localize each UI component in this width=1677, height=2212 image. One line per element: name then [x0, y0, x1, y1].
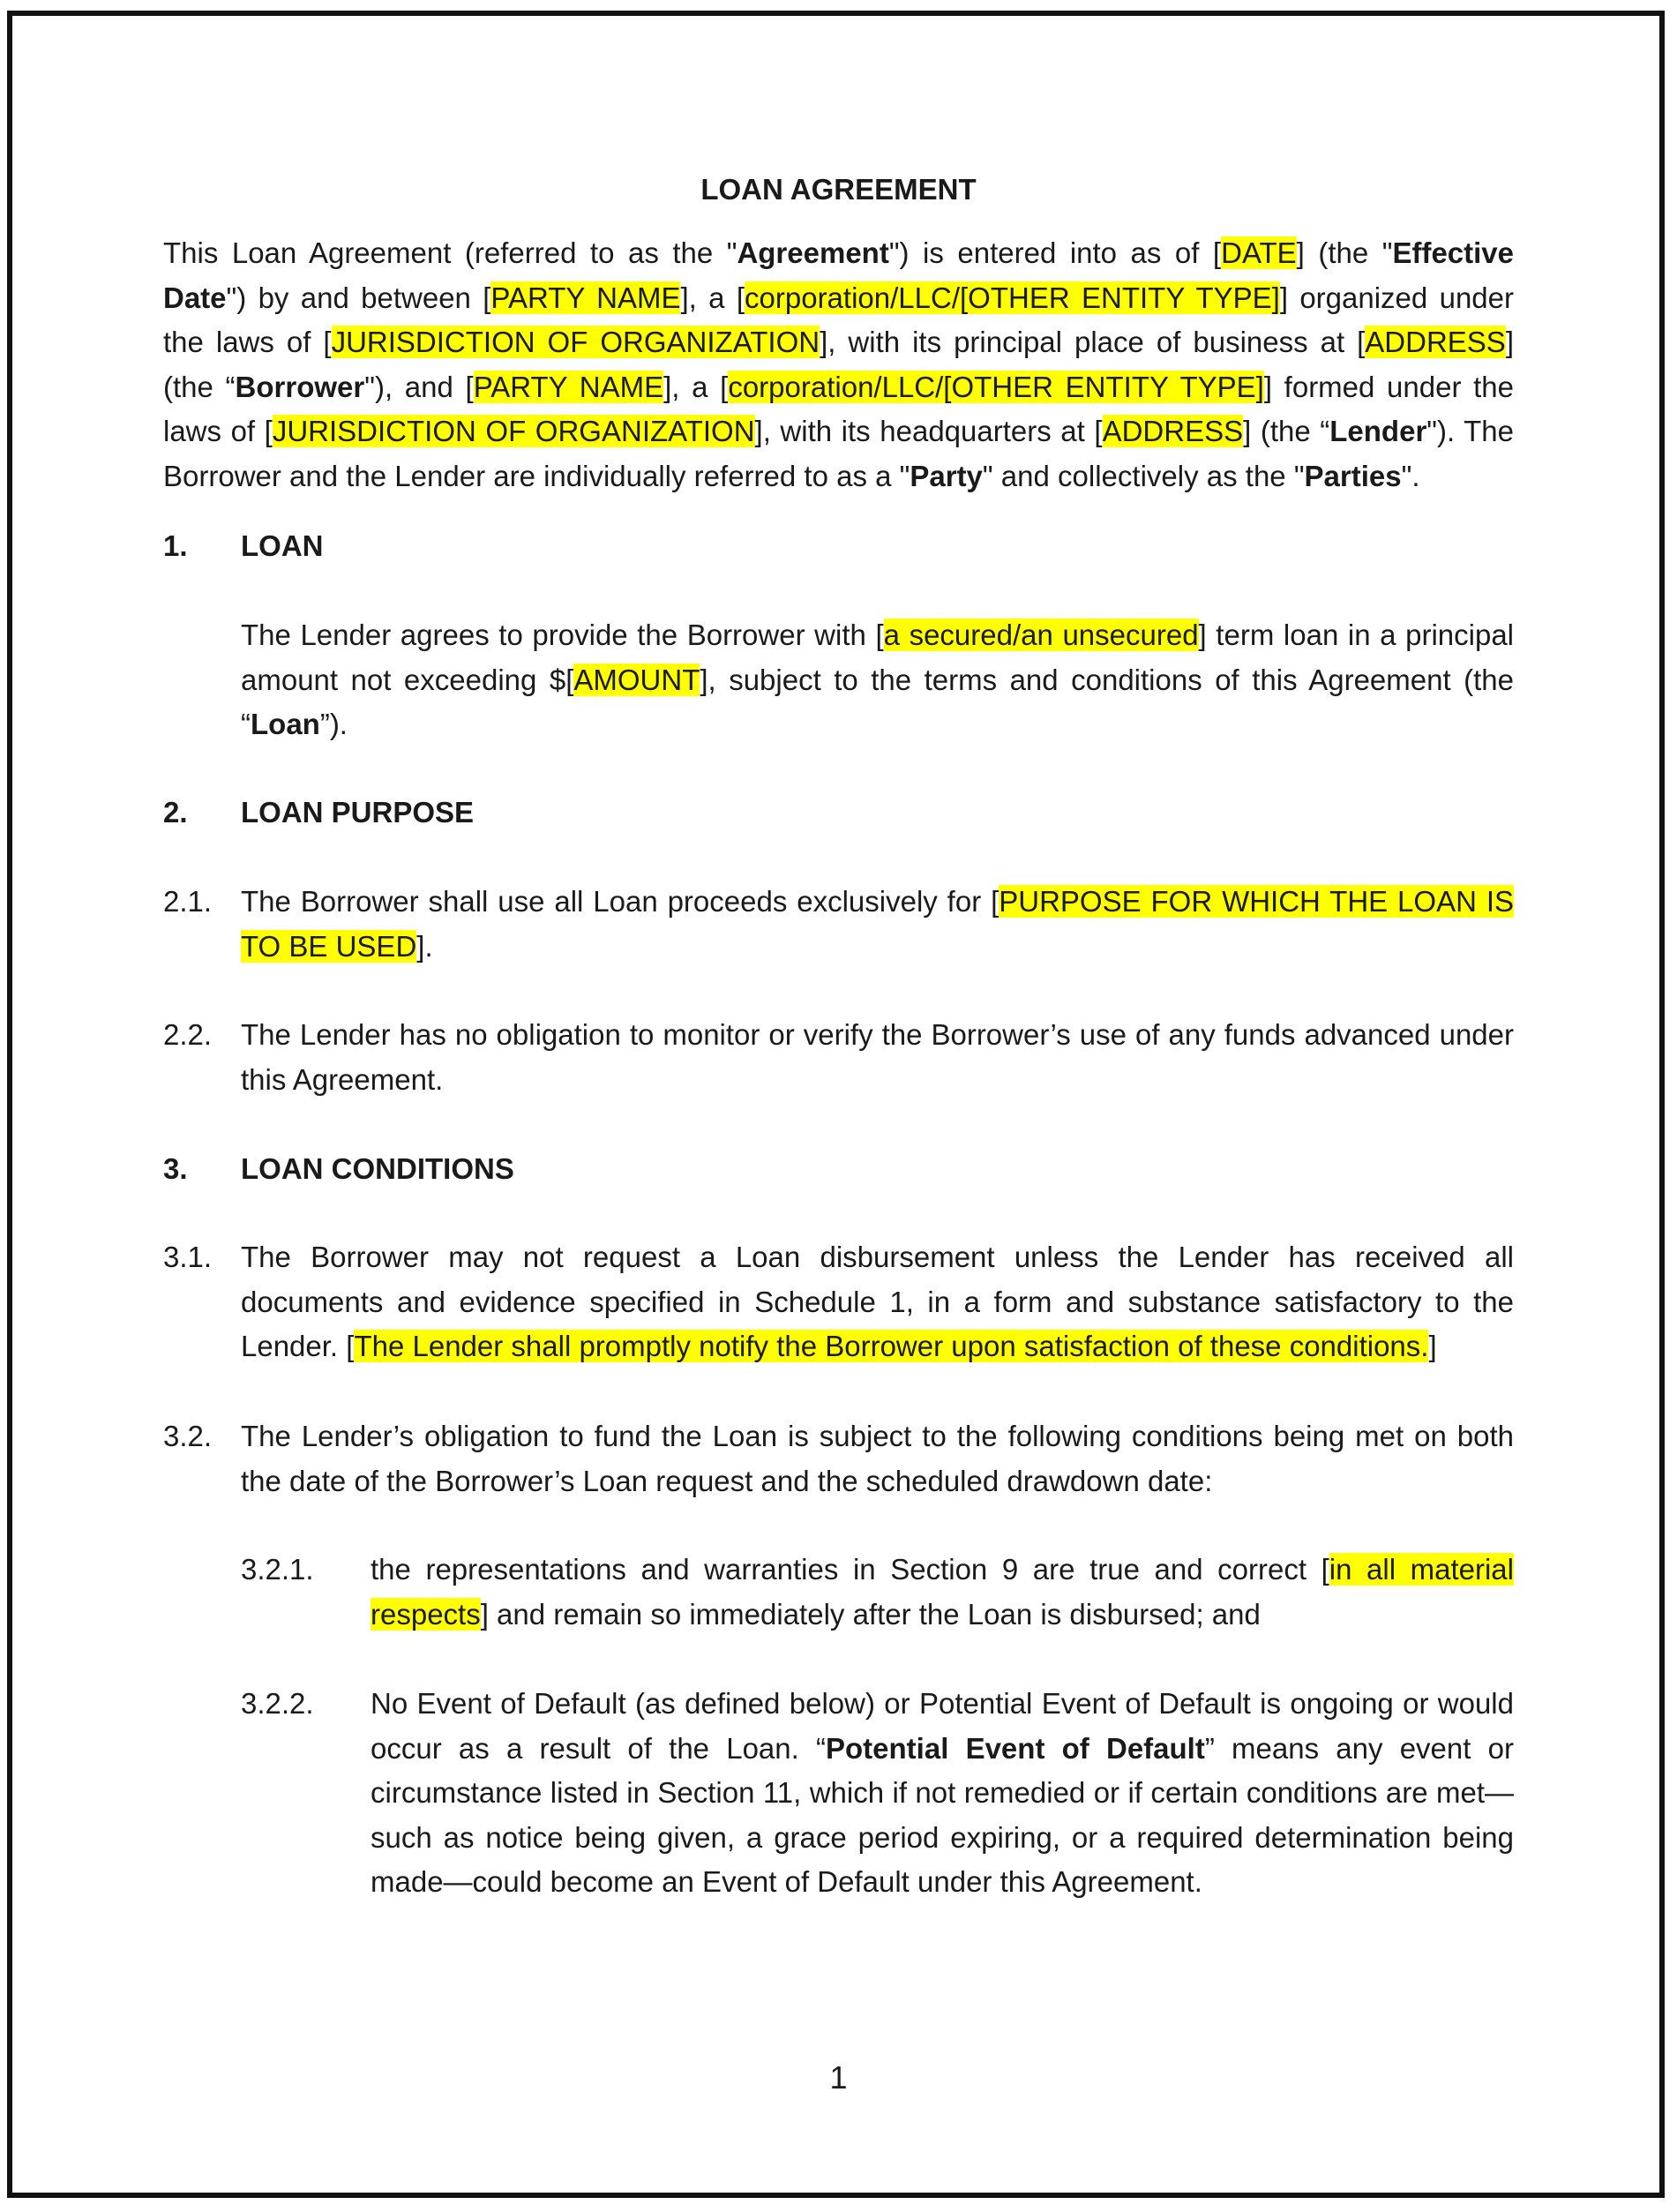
defined-term-borrower: Borrower [235, 370, 365, 403]
clause-2-1 [241, 880, 1514, 969]
intro-paragraph [163, 231, 1514, 499]
clause-text: ] term loan in a principal amount not exceeding $[ [241, 619, 1515, 696]
intro-text: ] (the “ [1243, 415, 1330, 447]
clause-text: The Borrower shall use all Loan proceeds exclusively for [ [241, 885, 999, 918]
clause-number: 2.1. [163, 885, 213, 918]
clause-3-2-2 [371, 1682, 1514, 1905]
section-title: LOAN CONDITIONS [241, 1152, 514, 1185]
section-number: 2. [163, 796, 188, 829]
clause-text: The Borrower may not request a Loan disbursement unless the Lender has received all documents and evidence specified in Schedule 1, in a form and substance satisfactory to the Lender. [ [241, 1241, 1514, 1362]
clause-text: No Event of Default (as defined below) or Potential Event of Default is ongoing or would occur as a result of the Loan. “ [371, 1687, 1514, 1765]
placeholder-loan-purpose: PURPOSE FOR WHICH THE LOAN IS TO BE USED [241, 885, 1514, 963]
clause-text: ”). [319, 708, 348, 740]
page-number: 1 [829, 2059, 848, 2096]
placeholder-loan-type: a secured/an unsecured [883, 619, 1199, 651]
section-title: LOAN [241, 529, 324, 562]
intro-text: ], a [ [663, 370, 729, 403]
intro-text: ], a [ [680, 281, 745, 314]
placeholder-address-1: ADDRESS [1365, 326, 1506, 358]
document-title: LOAN AGREEMENT [700, 173, 977, 206]
intro-text: ] organized under the laws of [ [163, 281, 1515, 358]
intro-text: ] (the “ [163, 326, 1514, 403]
clause-text: ] and remain so immediately after the Loan is disbursed; and [480, 1597, 1261, 1631]
placeholder-entity-type-1: corporation/LLC/[OTHER ENTITY TYPE] [745, 281, 1280, 314]
intro-text: " and collectively as the " [982, 459, 1305, 492]
defined-term-lender: Lender [1329, 415, 1427, 447]
placeholder-materiality: in all material respects [371, 1553, 1514, 1631]
defined-term-party: Party [910, 459, 983, 492]
intro-text: "). The Borrower and the Lender are individually referred to as a " [163, 415, 1515, 492]
defined-term-parties: Parties [1304, 459, 1402, 492]
section-number: 3. [163, 1152, 188, 1185]
defined-term-agreement: Agreement [737, 236, 889, 269]
placeholder-jurisdiction-2: JURISDICTION OF ORGANIZATION [272, 415, 755, 447]
placeholder-date: DATE [1221, 236, 1297, 269]
clause-text: ], subject to the terms and conditions of this Agreement (the “ [241, 663, 1514, 740]
clause-text: The Lender agrees to provide the Borrower with [ [241, 619, 884, 651]
clause-number: 3.2. [163, 1420, 213, 1452]
intro-text: ") is entered into as of [ [888, 236, 1222, 269]
defined-term-effective-date: Effective Date [163, 236, 1515, 314]
clause-3-2: The Lender’s obligation to fund the Loan is subject to the following conditions being met on both the date of the Borrower’s Loan request and the scheduled drawdown date: [241, 1420, 1514, 1497]
section-title: LOAN PURPOSE [241, 796, 475, 829]
placeholder-address-2: ADDRESS [1102, 415, 1244, 447]
clause-number: 2.2. [163, 1018, 213, 1051]
clause-text: the representations and warranties in Section 9 are true and correct [ [371, 1553, 1329, 1586]
placeholder-optional-notice: The Lender shall promptly notify the Borrower upon satisfaction of these conditions. [354, 1330, 1429, 1362]
placeholder-party-name-1: PARTY NAME [490, 281, 681, 314]
clause-2-2: The Lender has no obligation to monitor or verify the Borrower’s use of any funds advanced under this Agreement. [241, 1018, 1514, 1096]
intro-text: ] formed under the laws of [ [163, 370, 1515, 447]
placeholder-entity-type-2: corporation/LLC/[OTHER ENTITY TYPE] [728, 370, 1264, 403]
section-number: 1. [163, 529, 188, 562]
section-1-paragraph [241, 613, 1514, 747]
intro-text: ], with its headquarters at [ [754, 415, 1103, 447]
intro-text: ], with its principal place of business at [ [820, 326, 1366, 358]
intro-text: This Loan Agreement (referred to as the " [163, 236, 737, 269]
intro-text: ] (the " [1296, 236, 1393, 269]
defined-term-loan: Loan [251, 708, 320, 740]
placeholder-party-name-2: PARTY NAME [473, 370, 664, 403]
intro-text: "), and [ [364, 370, 474, 403]
intro-text: ". [1401, 459, 1420, 492]
intro-text: ") by and between [ [226, 281, 491, 314]
clause-3-2-1 [371, 1548, 1514, 1637]
clause-text: ” means any event or circumstance listed in Section 11, which if not remedied or if certain conditions are met—such as notice being given, a grace period expiring, or a required determination being made—could become an Event of Default under this Agreement. [371, 1731, 1514, 1898]
clause-number: 3.2.2. [241, 1687, 314, 1720]
defined-term-potential-event-of-default: Potential Event of Default [826, 1731, 1205, 1765]
placeholder-amount: AMOUNT [573, 663, 700, 696]
placeholder-jurisdiction-1: JURISDICTION OF ORGANIZATION [331, 326, 820, 358]
clause-text: ] [1428, 1330, 1437, 1362]
clause-3-1 [241, 1235, 1514, 1369]
clause-number: 3.1. [163, 1241, 213, 1273]
clause-text: ]. [416, 929, 433, 963]
clause-number: 3.2.1. [241, 1553, 314, 1586]
